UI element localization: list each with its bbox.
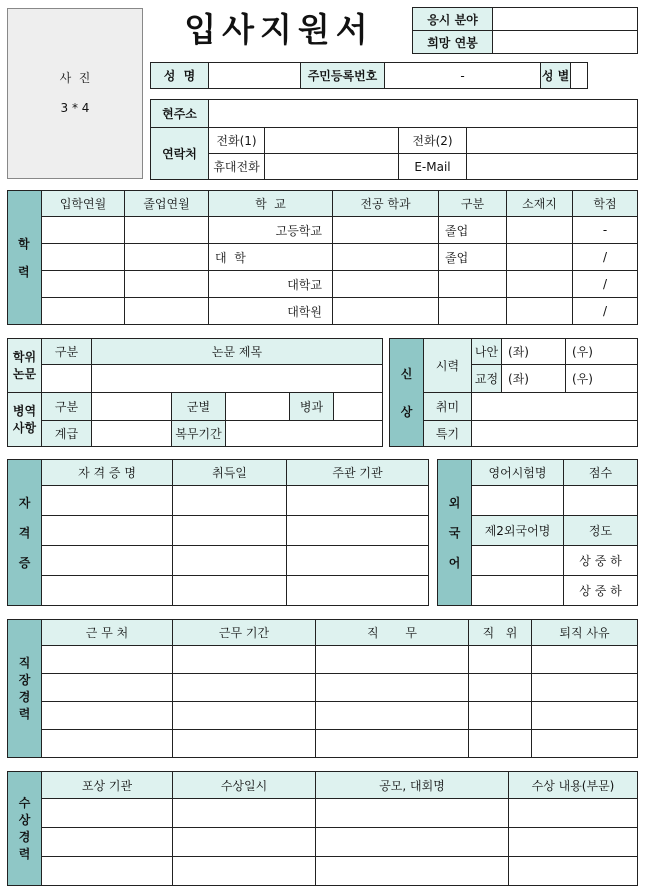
apply-field-input[interactable] [493, 8, 638, 31]
career-header-position: 직 위 [469, 620, 532, 646]
edu-location-cell[interactable] [507, 271, 573, 298]
thesis-military-table [7, 338, 383, 447]
address-input[interactable] [209, 100, 638, 128]
career-period-cell[interactable] [173, 646, 316, 674]
career-reason-cell[interactable] [532, 646, 638, 674]
second-language-label: 제2외국어명 [472, 516, 564, 546]
phone1-label: 전화(1) [209, 128, 265, 154]
talent-cell[interactable] [472, 421, 638, 447]
cert-name-cell[interactable] [42, 576, 173, 606]
career-company-cell[interactable] [42, 702, 173, 730]
military-specialty-cell[interactable] [334, 393, 383, 421]
edu-school-cell[interactable]: 대학교 [209, 271, 333, 298]
career-period-cell[interactable] [173, 730, 316, 758]
photo-label: 사 진 [59, 71, 91, 85]
award-org-cell[interactable] [42, 857, 173, 886]
score-cell[interactable] [564, 486, 638, 516]
edu-major-cell[interactable] [333, 298, 439, 325]
phone2-input[interactable] [467, 128, 638, 154]
cert-name-cell[interactable] [42, 486, 173, 516]
phone2-label: 전화(2) [399, 128, 467, 154]
corrected-right-cell[interactable]: (우) [566, 365, 638, 393]
career-table [7, 619, 638, 758]
cert-date-cell[interactable] [173, 546, 287, 576]
thesis-type-cell[interactable] [42, 365, 92, 393]
edu-credit-cell[interactable]: - [573, 217, 638, 244]
career-header-company: 근 무 처 [42, 620, 173, 646]
second-language-cell[interactable] [472, 546, 564, 576]
edu-header-grad: 졸업연월 [125, 191, 209, 217]
edu-school-cell[interactable]: 대 학 [209, 244, 333, 271]
career-company-cell[interactable] [42, 674, 173, 702]
address-label: 현주소 [151, 100, 209, 128]
edu-header-location: 소재지 [507, 191, 573, 217]
level-scale-cell[interactable]: 상 중 하 [564, 546, 638, 576]
military-branch-label: 군별 [172, 393, 226, 421]
career-header-period: 근무 기간 [173, 620, 316, 646]
military-type-cell[interactable] [92, 393, 172, 421]
awards-header-contest: 공모, 대회명 [316, 772, 509, 799]
hobby-label: 취미 [424, 393, 472, 421]
naked-left-cell[interactable]: (좌) [502, 339, 566, 365]
career-duty-cell[interactable] [316, 702, 469, 730]
military-branch-cell[interactable] [226, 393, 290, 421]
vision-label: 시력 [424, 339, 472, 393]
edu-entry-cell[interactable] [42, 244, 125, 271]
gender-input[interactable] [571, 63, 588, 89]
hobby-cell[interactable] [472, 393, 638, 421]
awards-side-label: 수상경력 [8, 772, 42, 886]
cert-name-cell[interactable] [42, 516, 173, 546]
body-side-label: 신상 [390, 339, 424, 447]
award-date-cell[interactable] [173, 828, 316, 857]
edu-credit-cell[interactable]: / [573, 298, 638, 325]
address-table [150, 99, 638, 180]
career-company-cell[interactable] [42, 646, 173, 674]
career-position-cell[interactable] [469, 674, 532, 702]
second-language-cell[interactable] [472, 576, 564, 606]
career-period-cell[interactable] [173, 674, 316, 702]
salary-input[interactable] [493, 31, 638, 54]
awards-header-org: 포상 기관 [42, 772, 173, 799]
contact-label: 연락처 [151, 128, 209, 180]
award-content-cell[interactable] [509, 799, 638, 828]
edu-entry-cell[interactable] [42, 271, 125, 298]
military-side-label: 병역사항 [8, 393, 42, 447]
name-label: 성 명 [151, 63, 209, 89]
award-date-cell[interactable] [173, 799, 316, 828]
edu-grad-cell[interactable] [125, 217, 209, 244]
cert-header-org: 주관 기관 [287, 460, 429, 486]
education-table [7, 190, 638, 325]
corrected-left-cell[interactable]: (좌) [502, 365, 566, 393]
career-duty-cell[interactable] [316, 730, 469, 758]
apply-table [412, 7, 638, 54]
cert-header-name: 자 격 증 명 [42, 460, 173, 486]
military-period-cell[interactable] [226, 421, 383, 447]
edu-major-cell[interactable] [333, 217, 439, 244]
award-org-cell[interactable] [42, 828, 173, 857]
cert-date-cell[interactable] [173, 516, 287, 546]
name-input[interactable] [209, 63, 301, 89]
career-company-cell[interactable] [42, 730, 173, 758]
award-contest-cell[interactable] [316, 828, 509, 857]
edu-major-cell[interactable] [333, 271, 439, 298]
thesis-side-label: 학위논문 [8, 339, 42, 393]
page-title: 입사지원서 [184, 10, 374, 49]
naked-right-cell[interactable]: (우) [566, 339, 638, 365]
edu-credit-cell[interactable]: / [573, 271, 638, 298]
english-test-cell[interactable] [472, 486, 564, 516]
edu-school-cell[interactable]: 대학원 [209, 298, 333, 325]
edu-entry-cell[interactable] [42, 217, 125, 244]
thesis-title-header: 논문 제목 [92, 339, 383, 365]
career-side-label: 직장경력 [8, 620, 42, 758]
edu-location-cell[interactable] [507, 217, 573, 244]
level-scale-cell[interactable]: 상 중 하 [564, 576, 638, 606]
mobile-label: 휴대전화 [209, 154, 265, 180]
edu-status-cell[interactable] [439, 271, 507, 298]
career-reason-cell[interactable] [532, 674, 638, 702]
email-label: E-Mail [399, 154, 467, 180]
edu-status-cell[interactable] [439, 298, 507, 325]
military-rank-cell[interactable] [92, 421, 172, 447]
email-input[interactable] [467, 154, 638, 180]
awards-table [7, 771, 638, 886]
edu-header-entry: 입학연월 [42, 191, 125, 217]
rrn-label: 주민등록번호 [301, 63, 385, 89]
awards-header-content: 수상 내용(부문) [509, 772, 638, 799]
naked-label: 나안 [472, 339, 502, 365]
salary-label: 희망 연봉 [413, 31, 493, 54]
edu-major-cell[interactable] [333, 244, 439, 271]
career-position-cell[interactable] [469, 730, 532, 758]
level-label: 정도 [564, 516, 638, 546]
edu-location-cell[interactable] [507, 244, 573, 271]
military-rank-label: 계급 [42, 421, 92, 447]
edu-header-status: 구분 [439, 191, 507, 217]
gender-label: 성 별 [541, 63, 571, 89]
talent-label: 특기 [424, 421, 472, 447]
career-header-duty: 직 무 [316, 620, 469, 646]
awards-header-date: 수상일시 [173, 772, 316, 799]
career-reason-cell[interactable] [532, 702, 638, 730]
education-side-label: 학력 [8, 191, 42, 325]
award-contest-cell[interactable] [316, 857, 509, 886]
languages-table [437, 459, 638, 606]
photo-size: 3 * 4 [60, 101, 90, 115]
certificates-table [7, 459, 429, 606]
phone1-input[interactable] [265, 128, 399, 154]
edu-grad-cell[interactable] [125, 271, 209, 298]
career-position-cell[interactable] [469, 702, 532, 730]
edu-grad-cell[interactable] [125, 244, 209, 271]
body-info-table [389, 338, 638, 447]
cert-org-cell[interactable] [287, 516, 429, 546]
edu-entry-cell[interactable] [42, 298, 125, 325]
career-header-reason: 퇴직 사유 [532, 620, 638, 646]
award-contest-cell[interactable] [316, 799, 509, 828]
award-content-cell[interactable] [509, 857, 638, 886]
award-date-cell[interactable] [173, 857, 316, 886]
career-period-cell[interactable] [173, 702, 316, 730]
career-reason-cell[interactable] [532, 730, 638, 758]
edu-header-credit: 학점 [573, 191, 638, 217]
edu-grad-cell[interactable] [125, 298, 209, 325]
edu-header-major: 전공 학과 [333, 191, 439, 217]
rrn-input[interactable]: - [385, 63, 541, 89]
career-duty-cell[interactable] [316, 646, 469, 674]
mobile-input[interactable] [265, 154, 399, 180]
certificates-side-label: 자격증 [8, 460, 42, 606]
apply-field-label: 응시 분야 [413, 8, 493, 31]
cert-org-cell[interactable] [287, 546, 429, 576]
edu-school-cell[interactable]: 고등학교 [209, 217, 333, 244]
military-period-label: 복무기간 [172, 421, 226, 447]
cert-name-cell[interactable] [42, 546, 173, 576]
cert-date-cell[interactable] [173, 486, 287, 516]
cert-date-cell[interactable] [173, 576, 287, 606]
edu-credit-cell[interactable]: / [573, 244, 638, 271]
award-org-cell[interactable] [42, 799, 173, 828]
name-table [150, 62, 588, 89]
edu-location-cell[interactable] [507, 298, 573, 325]
career-position-cell[interactable] [469, 646, 532, 674]
military-type-label: 구분 [42, 393, 92, 421]
cert-org-cell[interactable] [287, 576, 429, 606]
award-content-cell[interactable] [509, 828, 638, 857]
photo-box[interactable] [7, 8, 143, 179]
corrected-label: 교정 [472, 365, 502, 393]
english-test-label: 영어시험명 [472, 460, 564, 486]
career-duty-cell[interactable] [316, 674, 469, 702]
edu-header-school: 학 교 [209, 191, 333, 217]
thesis-type-header: 구분 [42, 339, 92, 365]
score-label: 점수 [564, 460, 638, 486]
thesis-title-cell[interactable] [92, 365, 383, 393]
languages-side-label: 외국어 [438, 460, 472, 606]
edu-status-cell[interactable]: 졸업 [439, 244, 507, 271]
edu-status-cell[interactable]: 졸업 [439, 217, 507, 244]
military-specialty-label: 병과 [290, 393, 334, 421]
cert-org-cell[interactable] [287, 486, 429, 516]
cert-header-date: 취득일 [173, 460, 287, 486]
